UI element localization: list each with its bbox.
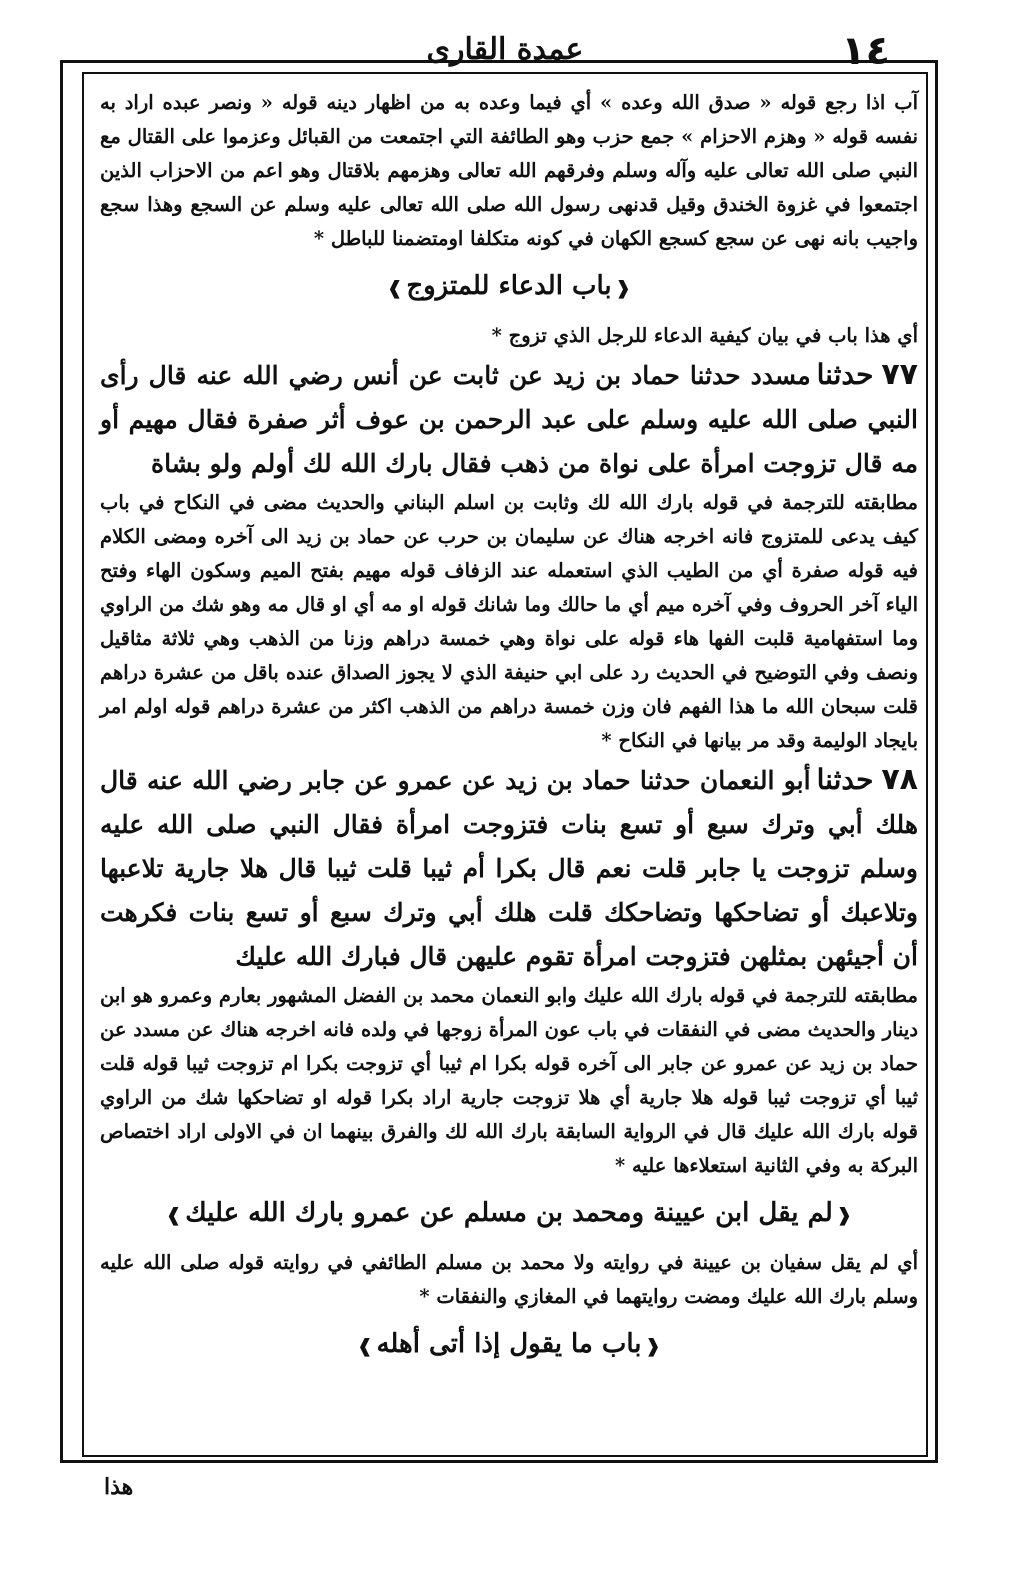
hadith-number: ٧٧ [881, 357, 918, 392]
commentary-paragraph: مطابقته للترجمة في قوله بارك الله لك وثابت بن اسلم البناني والحديث مضى في النكاح في باب كيف يدعى للمتزوج فانه اخرجه هناك عن سليمان بن حرب عن حماد بن زيد الى آخره ومضى الكلام فيه قوله صفرة أي من الطيب الذي استعمله عند الزفاف قوله مهيم بفتح الميم وسكون الهاء وفتح الياء آخر الحروف وفي آخره ميم أي ما حالك وما شانك قوله او مه أي او قال مه وهو شك من الراوي وما استفهامية قلبت الفها هاء قوله على نواة وهي خمسة دراهم وزنا من الذهب وهي ثلاثة مثاقيل ونصف وفي التوضيح في الحديث رد على ابي حنيفة الذي لا يجوز الصداق عنده باقل من عشرة دراهم قلت سبحان الله ما هذا الفهم فان وزن خمسة دراهم من الذهب اكثر من عشرة دراهم قوله اولم امر بايجاد الوليمة وقد مر بيانها في النكاح * [100, 491, 918, 752]
chapter-explanation: أي هذا باب في بيان كيفية الدعاء للرجل الذي تزوج * [491, 324, 918, 347]
hadith-text [100, 758, 918, 979]
chapter-title: لم يقل ابن عيينة ومحمد بن مسلم عن عمرو بارك الله عليك [185, 1198, 833, 1228]
running-title: عمدة القارى [426, 32, 584, 67]
page-body [100, 86, 918, 1377]
chapter-heading [100, 260, 918, 315]
chapter-title: باب ما يقول إذا أتى أهله [376, 1329, 642, 1359]
ornament-left-icon: ❱ [387, 278, 403, 299]
ornament-right-icon: ❰ [615, 278, 631, 299]
chapter-heading [100, 1187, 918, 1242]
hadith-opening: حدثنا [816, 358, 874, 391]
hadith-body: أبو النعمان حدثنا حماد بن زيد عن عمرو عن جابر رضي الله عنه قال هلك أبي وترك سبع أو تسع بنات فتزوجت امرأة فقال النبي صلى الله عليه وسلم تزوجت يا جابر قلت نعم قال بكرا أم ثيبا قلت ثيبا قال هلا جارية تلاعبها وتلاعبك أو تضاحكها وتضاحكك قلت هلك أبي وترك سبع أو تسع بنات فكرهت أن أجيئهن بمثلهن فتزوجت امرأة تقوم عليهن قال فبارك الله عليك [100, 766, 918, 971]
ornament-left-icon: ❱ [166, 1205, 182, 1226]
chapter-heading [100, 1318, 918, 1373]
commentary-paragraph: آب اذا رجع قوله « صدق الله وعده » أي فيما وعده به من اظهار دينه قوله « ونصر عبده اراد به نفسه قوله « وهزم الاحزام » جمع حزب وهو الطائفة التي اجتمعت من القبائل وعزموا على القتال مع النبي صلى الله تعالى عليه وآله وسلم وفرقهم الله تعالى وهزمهم بلاقتال وهو اعم من الاحزاب الذين اجتمعوا في غزوة الخندق وقيل قدنهى رسول الله صلى الله تعالى عليه وسلم عن السجع وهذا سجع واجيب بانه نهى عن سجع كسجع الكهان في كونه متكلفا اومتضمنا للباطل * [100, 91, 918, 250]
ornament-right-icon: ❰ [645, 1336, 661, 1357]
page-number: ١٤ [841, 28, 890, 74]
hadith-number: ٧٨ [881, 762, 918, 797]
chapter-title: باب الدعاء للمتزوج [406, 271, 612, 301]
commentary-paragraph: أي لم يقل سفيان بن عيينة في روايته ولا محمد بن مسلم الطائفي في روايته قوله صلى الله عليه وسلم بارك الله عليك ومضت روايتهما في المغازي والنفقات * [100, 1251, 918, 1308]
ornament-left-icon: ❱ [357, 1336, 373, 1357]
hadith-body: مسدد حدثنا حماد بن زيد عن ثابت عن أنس رضي الله عنه قال رأى النبي صلى الله عليه وسلم على عبد الرحمن بن عوف أثر صفرة فقال مهيم أو مه قال تزوجت امرأة على نواة من ذهب فقال بارك الله لك أولم ولو بشاة [100, 361, 918, 478]
commentary-paragraph: مطابقته للترجمة في قوله بارك الله عليك وابو النعمان محمد بن الفضل المشهور بعارم وعمرو هو ابن دينار والحديث مضى في النفقات في باب عون المرأة زوجها في ولده فانه اخرجه هناك عن مسدد عن حماد بن زيد عن عمرو عن جابر الى آخره قوله بكرا ام ثيبا أي تزوجت بكرا ام تزوجت ثيبا قوله قلت ثيبا أي تزوجت ثيبا قوله هلا جارية أي هلا تزوجت جارية اراد بكرا قوله او تضاحكها شك من الراوي قوله بارك الله عليك قال في الرواية السابقة بارك الله لك والفرق بينهما ان في الاولى اراد اختصاص البركة به وفي الثانية استعلاءها عليه * [100, 984, 918, 1177]
hadith-opening: حدثنا [816, 763, 874, 796]
ornament-right-icon: ❰ [836, 1205, 852, 1226]
hadith-text [100, 353, 918, 486]
catchword: هذا [104, 1474, 134, 1500]
